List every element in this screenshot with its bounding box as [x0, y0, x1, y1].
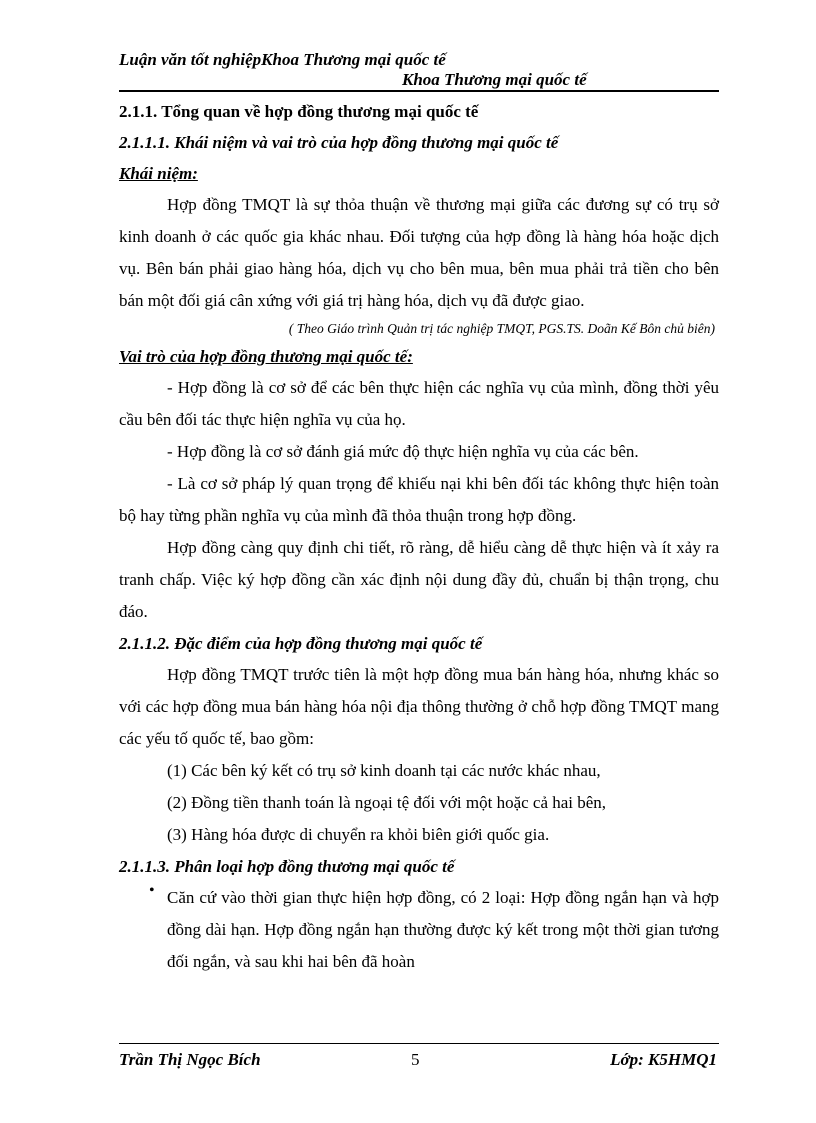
footer-page-number: 5: [411, 1050, 420, 1069]
bullet-icon: •: [149, 882, 155, 899]
concept-heading: Khái niệm:: [119, 164, 198, 183]
page-footer: [119, 1043, 719, 1074]
role-item-1: - Hợp đồng là cơ sở để các bên thực hiện các nghĩa vụ của mình, đồng thời yêu cầu bên đối tác thực hiện nghĩa vụ của họ.: [119, 378, 719, 429]
footer-class: Lớp: K5HMQ1: [610, 1050, 717, 1069]
section-heading-2-1-1-3: 2.1.1.3. Phân loại hợp đồng thương mại quốc tế: [119, 857, 455, 876]
classification-bullet-item: [119, 882, 719, 978]
classification-bullet-text: Căn cứ vào thời gian thực hiện hợp đồng, có 2 loại: Hợp đồng ngắn hạn và hợp đồng dài hạn. Hợp đồng ngắn hạn thường được ký kết trong một thời gian tương đối ngắn, và sau khi hai bên đã hoàn: [167, 888, 719, 971]
document-page: [119, 50, 719, 978]
role-item-3: - Là cơ sở pháp lý quan trọng để khiếu nại khi bên đối tác không thực hiện toàn bộ hay từng phần nghĩa vụ của mình đã thỏa thuận trong hợp đồng.: [119, 474, 719, 525]
role-heading: Vai trò của hợp đồng thương mại quốc tế:: [119, 347, 413, 366]
role-closing-paragraph: Hợp đồng càng quy định chi tiết, rõ ràng, dễ hiểu càng dễ thực hiện và ít xảy ra tranh chấp. Việc ký hợp đồng cần xác định nội dung đầy đủ, chuẩn bị thận trọng, chu đáo.: [119, 538, 719, 621]
section-heading-2-1-1-1: 2.1.1.1. Khái niệm và vai trò của hợp đồng thương mại quốc tế: [119, 133, 559, 152]
characteristic-item-2: (2) Đồng tiền thanh toán là ngoại tệ đối với một hoặc cả hai bên,: [167, 793, 607, 812]
role-item-2: - Hợp đồng là cơ sở đánh giá mức độ thực hiện nghĩa vụ của các bên.: [167, 442, 639, 461]
characteristic-item-3: (3) Hàng hóa được di chuyển ra khỏi biên giới quốc gia.: [167, 825, 550, 844]
running-header: [119, 50, 719, 92]
header-line-2: Khoa Thương mại quốc tế: [119, 70, 719, 92]
citation: ( Theo Giáo trình Quản trị tác nghiệp TMQT, PGS.TS. Doãn Kế Bôn chủ biên): [288, 321, 715, 336]
footer-author: Trần Thị Ngọc Bích: [119, 1050, 261, 1069]
header-line-1: Luận văn tốt nghiệpKhoa Thương mại quốc tế: [119, 50, 446, 69]
section-heading-2-1-1-2: 2.1.1.2. Đặc điểm của hợp đồng thương mại quốc tế: [119, 634, 483, 653]
concept-paragraph: Hợp đồng TMQT là sự thỏa thuận về thương mại giữa các đương sự có trụ sở kinh doanh ở các quốc gia khác nhau. Đối tượng của hợp đồng là hàng hóa hoặc dịch vụ. Bên bán phải giao hàng hóa, dịch vụ cho bên mua, bên mua phải trả tiền cho bên bán một đối giá cân xứng với giá trị hàng hóa, dịch vụ đã được giao.: [119, 195, 719, 310]
characteristic-item-1: (1) Các bên ký kết có trụ sở kinh doanh tại các nước khác nhau,: [167, 761, 601, 780]
section-heading-2-1-1: 2.1.1. Tổng quan về hợp đồng thương mại quốc tế: [119, 102, 479, 121]
characteristics-paragraph: Hợp đồng TMQT trước tiên là một hợp đồng mua bán hàng hóa, nhưng khác so với các hợp đồng mua bán hàng hóa nội địa thông thường ở chỗ hợp đồng TMQT mang các yếu tố quốc tế, bao gồm:: [119, 665, 719, 748]
